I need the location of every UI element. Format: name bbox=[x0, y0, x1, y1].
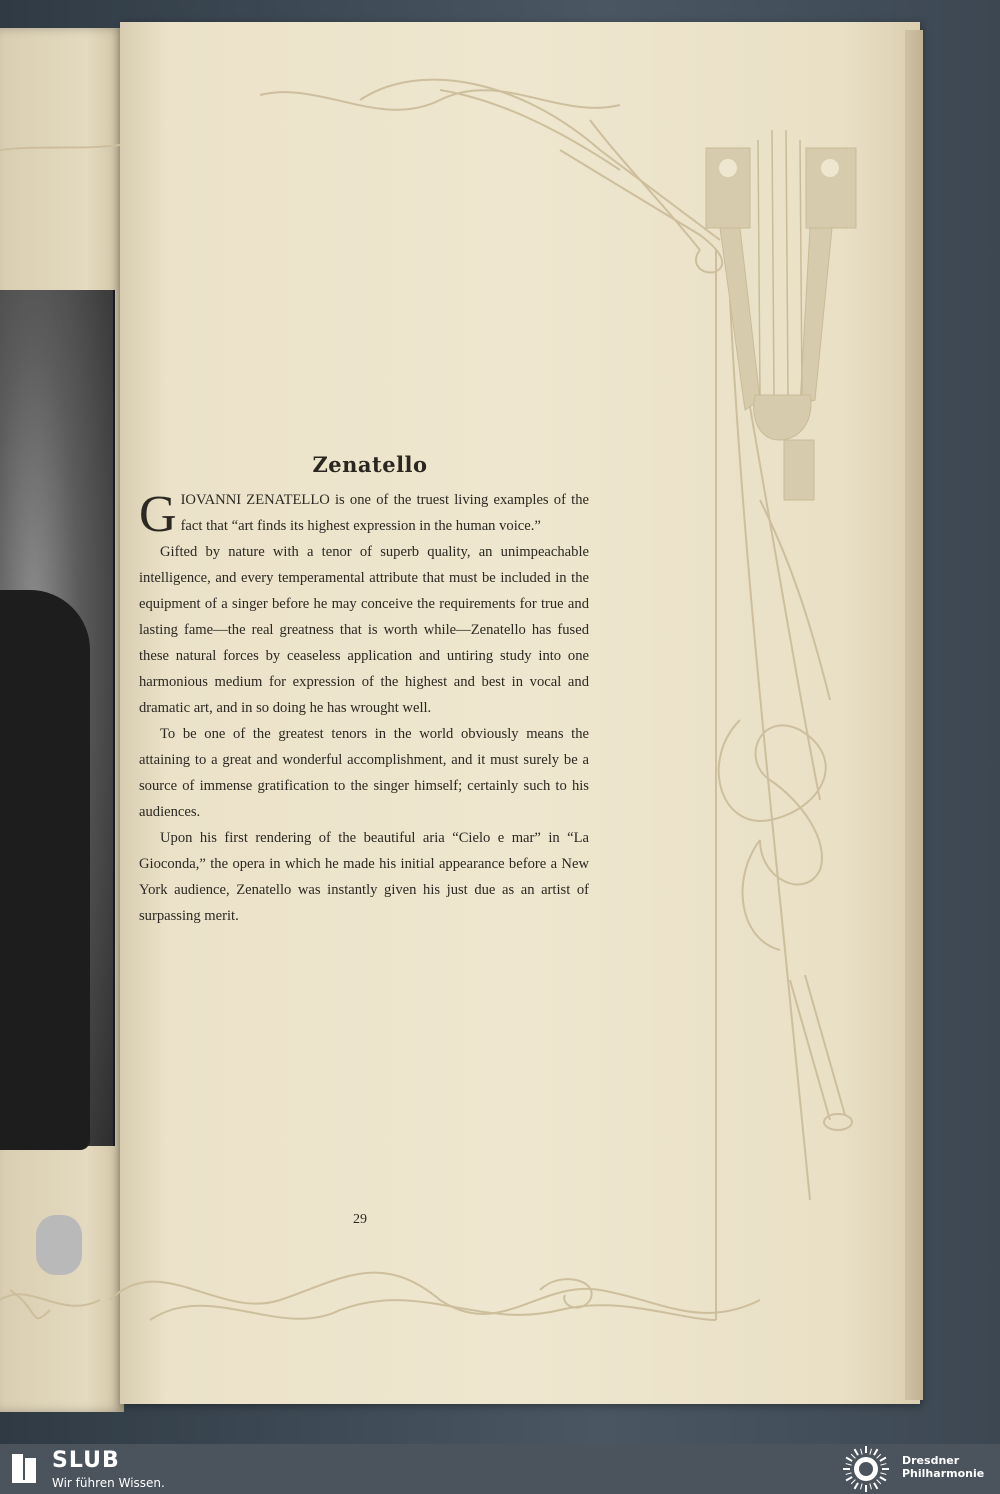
portrait-hand bbox=[36, 1215, 82, 1275]
philharmonie-line-2: Philharmonie bbox=[902, 1467, 985, 1480]
article-title: Zenatello bbox=[312, 452, 428, 477]
paragraph-3: To be one of the greatest tenors in the world obviously means the attaining to a great and wonderful accomplishment, and it must surely be a source of immense gratification to the singer himself; certainly such to his audiences. bbox=[139, 726, 589, 820]
left-page bbox=[0, 28, 124, 1412]
paragraph-4: Upon his first rendering of the beautiful aria “Cielo e mar” in “La Gioconda,” the opera in which he made his initial appearance before a New York audience, Zenatello was instantly given his just due as an artist of surpassing merit. bbox=[139, 830, 589, 924]
philharmonie-logo-text[interactable] bbox=[902, 1454, 998, 1480]
footer-bar bbox=[0, 1444, 1000, 1494]
slub-tagline: Wir führen Wissen. bbox=[52, 1476, 165, 1490]
page-number: 29 bbox=[353, 1212, 367, 1227]
page-edge bbox=[905, 30, 923, 1400]
paragraph-2: Gifted by nature with a tenor of superb quality, an unimpeachable intelligence, and every temperamental attribute that must be included in the equipment of a singer before he may conceive the requirements for true and lasting fame—the real greatness that is worth while—Zenatello has fused these natural forces by ceaseless application and untiring study into one harmonious medium for expression of the highest and best in vocal and dramatic art, and in so doing he has wrought well. bbox=[139, 544, 589, 716]
paragraph-1 bbox=[139, 486, 589, 543]
portrait-figure bbox=[0, 590, 90, 1150]
sunburst-logo-icon[interactable] bbox=[840, 1446, 892, 1492]
paragraph-1-text: IOVANNI ZENATELLO is one of the truest living examples of the fact that “art finds its highest expression in the human voice.” bbox=[180, 492, 589, 534]
drop-cap: G bbox=[139, 486, 177, 543]
article-body bbox=[139, 487, 589, 929]
book-icon[interactable] bbox=[8, 1450, 42, 1484]
philharmonie-line-1: Dresdner bbox=[902, 1454, 960, 1467]
slub-logo-name[interactable]: SLUB bbox=[52, 1448, 120, 1473]
portrait-photo bbox=[0, 290, 115, 1146]
